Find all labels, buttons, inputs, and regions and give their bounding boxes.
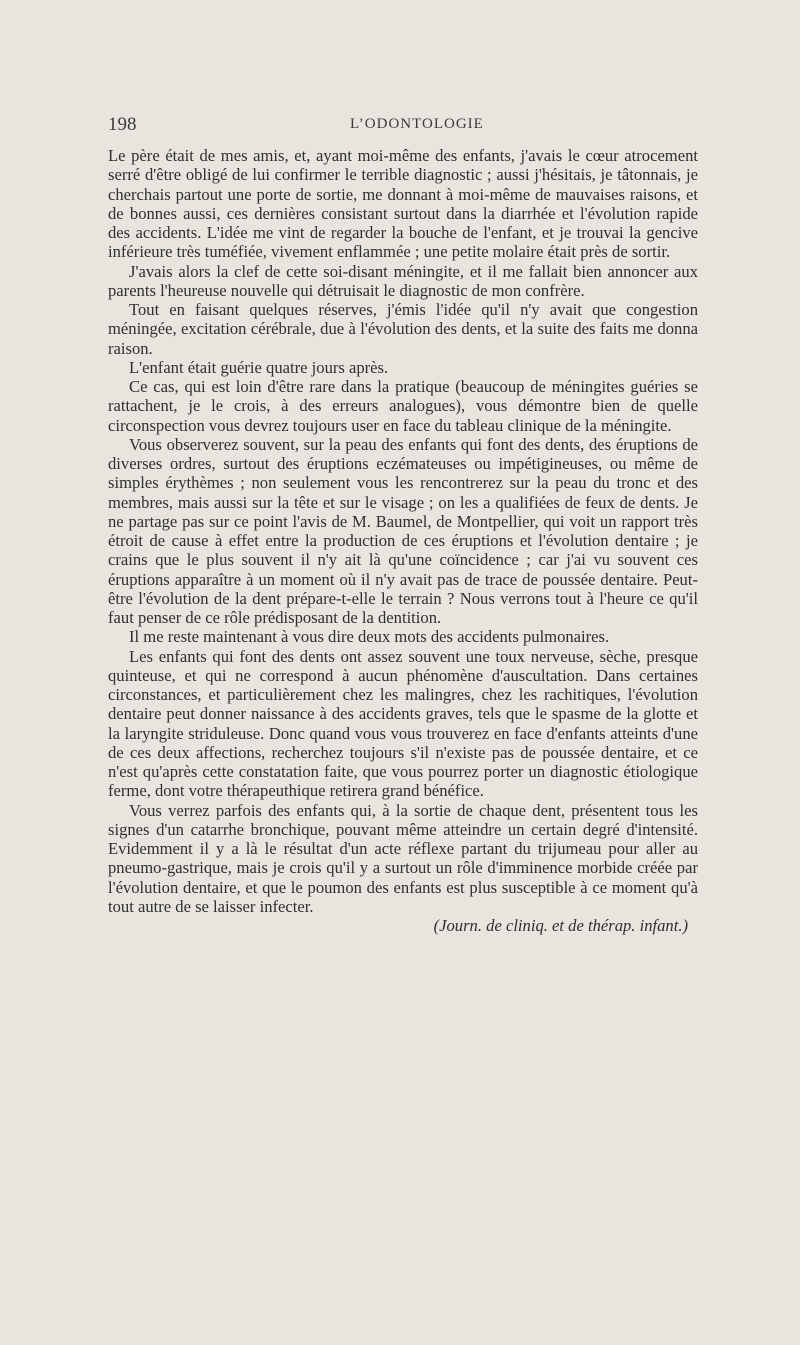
running-title: L’ODONTOLOGIE [350, 116, 484, 132]
paragraph: Les enfants qui font des dents ont assez souvent une toux nerveuse, sèche, presque quinteuse, et qui ne correspond à aucun phénomène d'auscultation. Dans certaines circonstances, et particulièrement chez les malingres, chez les rachitiques, l'évolution dentaire peut donner naissance à des accidents graves, tels que le spasme de la glotte et la laryngite striduleuse. Donc quand vous vous trouverez en face d'enfants atteints d'une de ces deux affections, recherchez toujours s'il n'existe pas de poussée dentaire, et ce n'est qu'après cette constatation faite, que vous pourrez porter un diagnostic étiologique ferme, dont votre thérapeuthique retirera grand bénéfice. [108, 646, 698, 801]
page-number: 198 [108, 114, 137, 135]
paragraph: Ce cas, qui est loin d'être rare dans la pratique (beaucoup de méningites guéries se rattachent, je le crois, à des erreurs analogues), vous démontre bien de quelle circonspection vous devrez toujours user en face du tableau clinique de la méningite. [108, 377, 698, 435]
page-header [108, 114, 698, 140]
paragraph: J'avais alors la clef de cette soi-disant méningite, et il me fallait bien annoncer aux parents l'heureuse nouvelle qui détruisait le diagnostic de mon confrère. [108, 261, 698, 300]
paragraph: Il me reste maintenant à vous dire deux mots des accidents pulmonaires. [129, 627, 610, 647]
paragraph: Vous observerez souvent, sur la peau des enfants qui font des dents, des éruptions de diverses ordres, surtout des éruptions eczémateuses ou impétigineuses, ou même de simples érythèmes ; non seulement vous les rencontrerez sur la peau du tronc et des membres, mais aussi sur la tête et sur le visage ; on les a qualifiées de feux de dents. Je ne partage pas sur ce point l'avis de M. Baumel, de Montpellier, qui voit un rapport très étroit de cause à effet entre la production de ces éruptions et l'évolution dentaire ; je crains que le plus souvent il n'y ait là qu'une coïncidence ; car j'ai vu souvent ces éruptions apparaître à un moment où il n'y avait pas de trace de poussée dentaire. Peut-être l'évolution de la dent prépare-t-elle le terrain ? Nous verrons tout à l'heure ce qu'il faut penser de ce rôle prédisposant de la dentition. [108, 434, 698, 627]
paragraph: Le père était de mes amis, et, ayant moi-même des enfants, j'avais le cœur atrocement serré d'être obligé de lui confirmer le terrible diagnostic ; aussi j'hésitais, je tâtonnais, je cherchais partout une porte de sortie, me donnant à moi-même de mauvaises raisons, et de bonnes aussi, ces dernières consistant surtout dans la diarrhée et l'évolution rapide des accidents. L'idée me vint de regarder la bouche de l'enfant, et je trouvai la gencive inférieure très tuméfiée, vivement enflammée ; une petite molaire était près de sortir. [108, 146, 698, 262]
paragraph: Tout en faisant quelques réserves, j'émis l'idée qu'il n'y avait que congestion méningée, excitation cérébrale, due à l'évolution des dents, et la suite des faits me donna raison. [108, 300, 698, 358]
citation: (Journ. de cliniq. et de thérap. infant.) [433, 916, 688, 935]
body-text [108, 146, 698, 935]
paragraph: Vous verrez parfois des enfants qui, à la sortie de chaque dent, présentent tous les signes d'un catarrhe bronchique, pouvant même atteindre un certain degré d'intensité. Evidemment il y a là le résultat d'un acte réflexe partant du trijumeau pour aller au pneumo-gastrique, mais je crois qu'il y a surtout un rôle d'imminence morbide créée par l'évolution dentaire, et que le poumon des enfants est plus susceptible à ce moment qu'à tout autre de se laisser infecter. [108, 800, 698, 916]
paragraph: L'enfant était guérie quatre jours après. [129, 357, 389, 377]
